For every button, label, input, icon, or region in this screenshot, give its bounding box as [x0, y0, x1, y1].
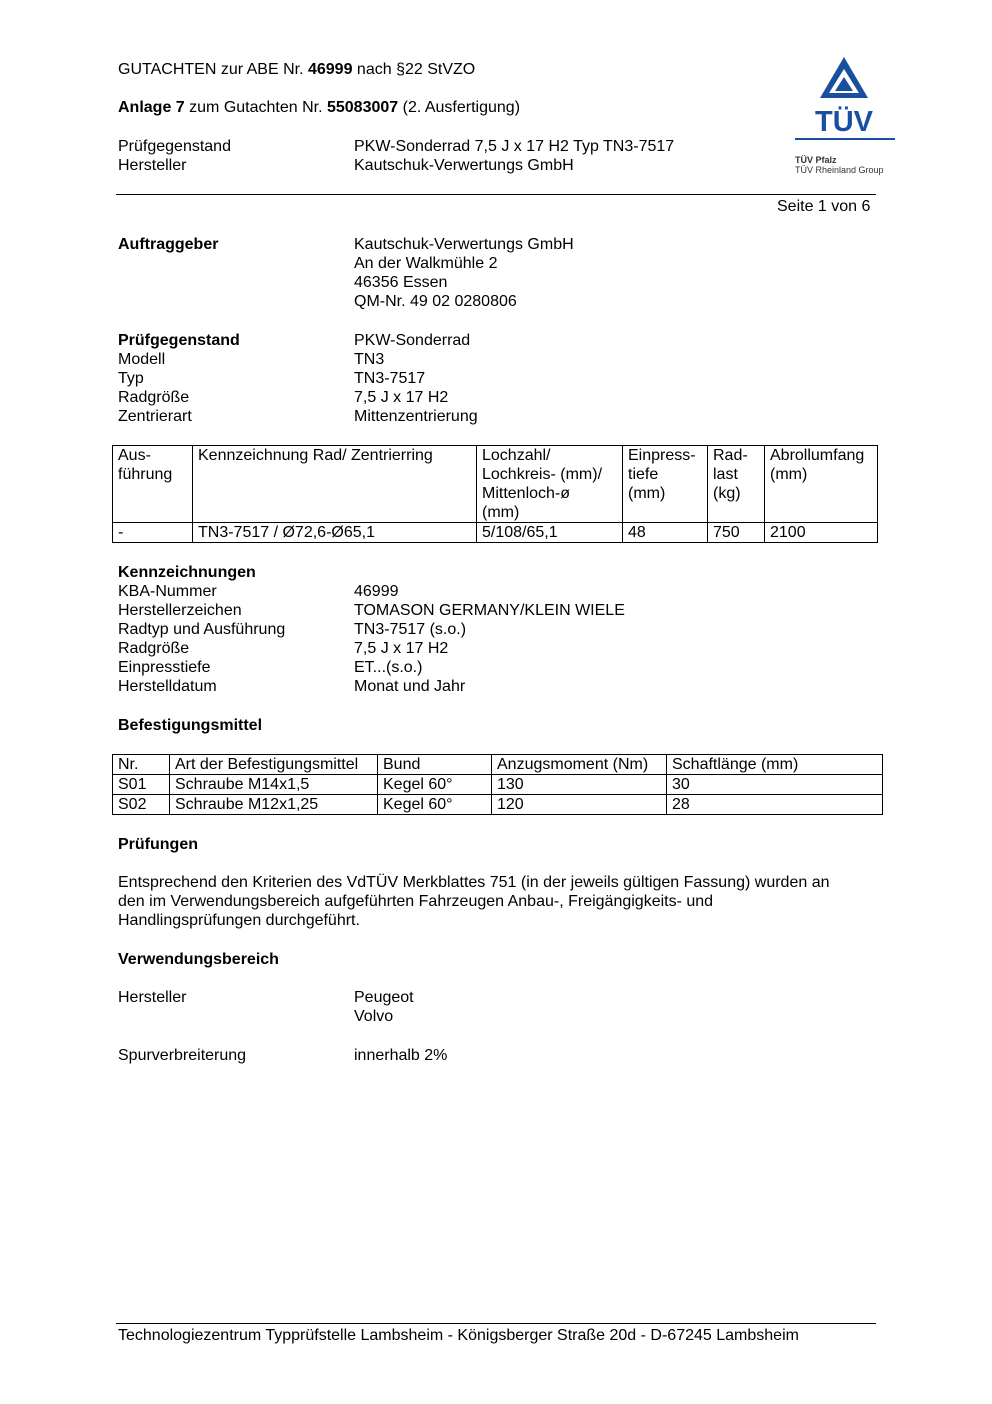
kennzeichnungen-block: Kennzeichnungen KBA-Nummer Herstellerzeichen Radtyp und Ausführung Radgröße Einpresstiefe Herstelldatum 46999 TOMASON GERMANY/KLEIN WIELE TN3-7517 (s.o.) 7,5 J x 17 H2 ET...(s.o.) Monat und Jahr [118, 564, 625, 695]
report-title: GUTACHTEN zur ABE Nr. 46999 nach §22 StVZO [118, 61, 476, 78]
pruefungen-paragraph: Entsprechend den Kriterien des VdTÜV Merkblattes 751 (in der jeweils gültigen Fassung) wurden an den im Verwendungsbereich aufgeführten Fahrzeugen Anbau-, Freigängigkeits- und Handlingsprüfungen durchgeführt. [118, 874, 830, 929]
attachment-label: Anlage 7 [118, 99, 185, 116]
fastener-table [112, 754, 883, 815]
verwendung-hersteller: Hersteller Peugeot Volvo [118, 989, 414, 1025]
table-header-row: Aus- führung Kennzeichnung Rad/ Zentrierring Lochzahl/ Lochkreis- (mm)/ Mittenloch-ø (mm) Einpress- tiefe (mm) Rad- last (kg) Abrollumfang (mm) [113, 446, 878, 523]
abe-number: 46999 [307, 61, 353, 78]
pruefungen-heading: Prüfungen [118, 836, 198, 853]
table-row: S01 Schraube M14x1,5 Kegel 60° 130 30 [113, 775, 883, 795]
table-row: S02 Schraube M12x1,25 Kegel 60° 120 28 [113, 795, 883, 815]
footer-divider [116, 1323, 876, 1324]
auftraggeber-block: Auftraggeber Kautschuk-Verwertungs GmbH An der Walkmühle 2 46356 Essen QM-Nr. 49 02 0280806 [118, 236, 574, 310]
tuev-triangle-icon [792, 55, 896, 179]
pruefgegenstand-block: Prüfgegenstand Modell Typ Radgröße Zentrierart PKW-Sonderrad TN3 TN3-7517 7,5 J x 17 H2 Mittenzentrierung [118, 332, 478, 425]
logo-line1: TÜV Pfalz [795, 155, 837, 165]
table-row: - TN3-7517 / Ø72,6-Ø65,1 5/108/65,1 48 750 2100 [113, 523, 878, 543]
logo-brand: TÜV [815, 106, 873, 138]
report-number: 55083007 [326, 99, 399, 116]
logo-line2: TÜV Rheinland Group [795, 165, 884, 175]
tuev-logo [792, 55, 896, 179]
verwendung-heading: Verwendungsbereich [118, 951, 279, 968]
page-number: Seite 1 von 6 [777, 198, 871, 215]
befestigung-heading: Befestigungsmittel [118, 717, 263, 734]
footer-address: Technologiezentrum Typprüfstelle Lambsheim - Königsberger Straße 20d - D-67245 Lambsheim [118, 1327, 799, 1344]
table-header-row: Nr. Art der Befestigungsmittel Bund Anzugsmoment (Nm) Schaftlänge (mm) [113, 755, 883, 775]
header-divider [116, 194, 876, 195]
attachment-line: Anlage 7 zum Gutachten Nr. 55083007 (2. Ausfertigung) [118, 99, 521, 116]
wheel-table [112, 445, 878, 543]
kennzeichnungen-heading: Kennzeichnungen [118, 564, 256, 581]
